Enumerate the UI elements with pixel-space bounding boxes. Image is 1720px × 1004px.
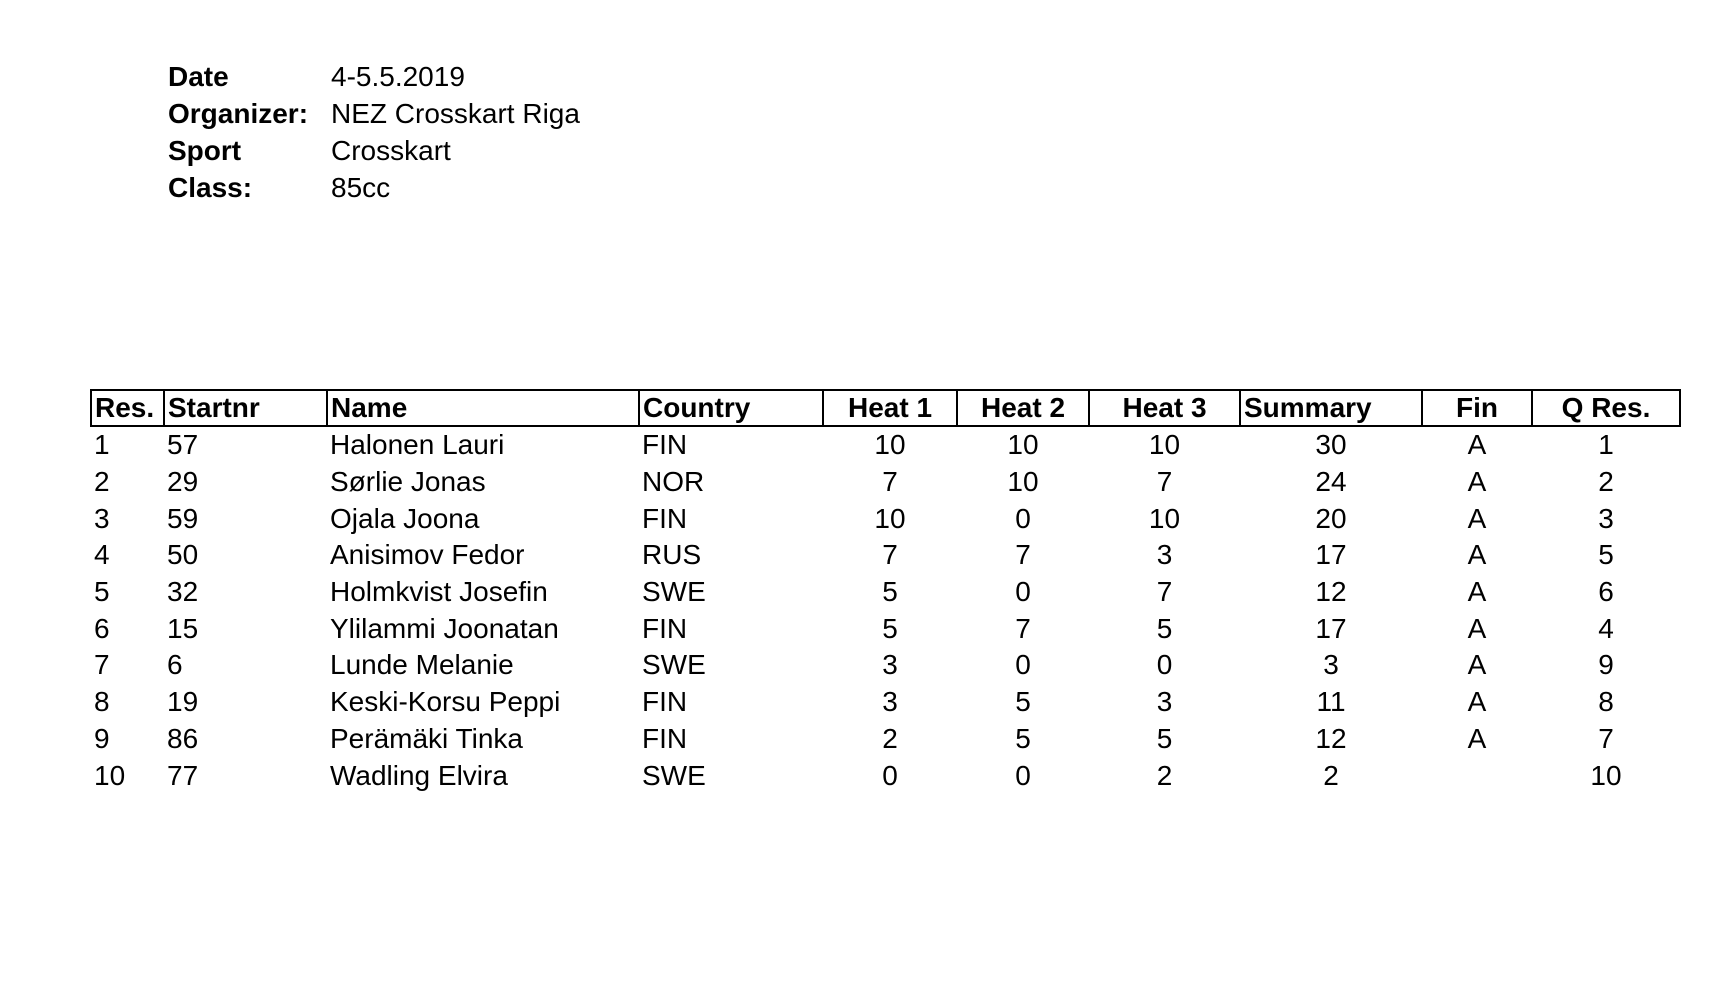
cell-name: Lunde Melanie xyxy=(330,649,514,681)
cell-fin: A xyxy=(1467,429,1487,461)
cell-heat-3: 10 xyxy=(1148,429,1181,461)
cell-res: 2 xyxy=(94,466,110,498)
cell-startnr: 59 xyxy=(167,502,199,534)
table-row xyxy=(91,757,1680,794)
cell-res: 7 xyxy=(94,649,110,681)
header-row xyxy=(91,390,1680,426)
class-label: Class: xyxy=(168,172,253,203)
cell-country: FIN xyxy=(642,612,688,644)
cell-heat-2: 5 xyxy=(1015,686,1031,718)
cell-q-res: 5 xyxy=(1598,539,1614,571)
cell-startnr: 15 xyxy=(167,612,199,644)
cell-country: FIN xyxy=(642,722,688,754)
table-row xyxy=(91,647,1680,684)
cell-fin: A xyxy=(1467,466,1487,498)
cell-heat-3: 5 xyxy=(1156,722,1173,754)
header-startnr: Startnr xyxy=(164,390,327,426)
cell-summary: 2 xyxy=(1323,759,1339,791)
cell-name: Ojala Joona xyxy=(330,502,480,534)
cell-res: 9 xyxy=(94,722,110,754)
cell-country: FIN xyxy=(642,686,688,718)
cell-heat-1: 5 xyxy=(882,612,898,644)
cell-heat-1: 2 xyxy=(882,722,898,754)
cell-startnr: 86 xyxy=(167,722,199,754)
cell-startnr: 32 xyxy=(167,576,199,608)
cell-summary: 12 xyxy=(1315,576,1347,608)
cell-name: Ylilammi Joonatan xyxy=(330,612,559,644)
cell-summary: 24 xyxy=(1315,466,1347,498)
date-label: Date xyxy=(168,61,229,92)
cell-heat-1: 10 xyxy=(874,502,906,534)
cell-heat-3: 5 xyxy=(1156,612,1173,644)
cell-heat-2: 0 xyxy=(1015,649,1031,681)
date-value: 4-5.5.2019 xyxy=(331,61,465,92)
cell-heat-2: 7 xyxy=(1015,612,1031,644)
cell-summary: 20 xyxy=(1315,502,1347,534)
cell-q-res: 6 xyxy=(1598,576,1614,608)
cell-name: Wadling Elvira xyxy=(330,759,508,791)
cell-q-res: 7 xyxy=(1598,722,1614,754)
cell-q-res: 3 xyxy=(1598,502,1614,534)
cell-heat-2: 0 xyxy=(1015,759,1031,791)
cell-res: 10 xyxy=(94,759,126,791)
header-fin: Fin xyxy=(1422,390,1532,426)
cell-startnr: 19 xyxy=(167,686,199,718)
table-row xyxy=(91,721,1680,758)
organizer-row xyxy=(168,95,580,132)
cell-name: Holmkvist Josefin xyxy=(330,576,548,608)
cell-heat-1: 7 xyxy=(882,466,898,498)
header-heat-2: Heat 2 xyxy=(957,390,1089,426)
cell-startnr: 50 xyxy=(167,539,199,571)
cell-heat-3: 2 xyxy=(1156,759,1173,791)
cell-name: Anisimov Fedor xyxy=(330,539,525,571)
cell-heat-3: 7 xyxy=(1156,576,1173,608)
cell-name: Perämäki Tinka xyxy=(330,722,523,754)
cell-country: NOR xyxy=(642,466,705,498)
cell-summary: 12 xyxy=(1315,722,1347,754)
cell-summary: 30 xyxy=(1315,429,1347,461)
table-row xyxy=(91,464,1680,501)
cell-heat-1: 0 xyxy=(882,759,898,791)
organizer-label: Organizer: xyxy=(168,98,309,129)
cell-fin: A xyxy=(1467,612,1487,644)
table-row xyxy=(91,537,1680,574)
cell-res: 4 xyxy=(94,539,110,571)
cell-heat-2: 7 xyxy=(1015,539,1031,571)
cell-heat-3: 3 xyxy=(1156,686,1173,718)
cell-startnr: 57 xyxy=(167,429,199,461)
sport-value: Crosskart xyxy=(331,135,451,166)
table-row xyxy=(91,684,1680,721)
cell-q-res: 2 xyxy=(1598,466,1614,498)
results-table xyxy=(90,389,1681,794)
results-header xyxy=(91,390,1680,426)
class-row xyxy=(168,169,580,206)
table-row xyxy=(91,574,1680,611)
cell-fin: A xyxy=(1467,722,1487,754)
cell-summary: 11 xyxy=(1316,686,1346,718)
cell-heat-2: 5 xyxy=(1015,722,1031,754)
cell-summary: 17 xyxy=(1315,539,1347,571)
cell-fin: A xyxy=(1467,686,1487,718)
cell-name: Halonen Lauri xyxy=(330,429,505,461)
cell-res: 3 xyxy=(94,502,110,534)
table-row xyxy=(91,426,1680,464)
cell-country: SWE xyxy=(642,649,706,681)
cell-fin: A xyxy=(1467,576,1487,608)
cell-startnr: 77 xyxy=(167,759,199,791)
cell-res: 8 xyxy=(94,686,110,718)
sport-label: Sport xyxy=(168,135,242,166)
header-heat-1: Heat 1 xyxy=(823,390,957,426)
table-row xyxy=(91,500,1680,537)
cell-heat-2: 0 xyxy=(1015,576,1031,608)
cell-country: FIN xyxy=(642,502,688,534)
cell-startnr: 6 xyxy=(167,649,183,681)
cell-heat-1: 10 xyxy=(874,429,906,461)
results-body xyxy=(91,426,1680,794)
cell-heat-1: 3 xyxy=(882,649,898,681)
cell-res: 5 xyxy=(94,576,110,608)
cell-country: RUS xyxy=(642,539,702,571)
cell-country: FIN xyxy=(642,429,688,461)
cell-heat-3: 0 xyxy=(1156,649,1173,681)
header-summary: Summary xyxy=(1240,390,1422,426)
cell-res: 6 xyxy=(94,612,110,644)
cell-heat-2: 10 xyxy=(1007,466,1039,498)
header-q-res: Q Res. xyxy=(1532,390,1680,426)
cell-fin xyxy=(1422,757,1532,794)
cell-fin: A xyxy=(1467,502,1487,534)
header-heat-3: Heat 3 xyxy=(1089,390,1240,426)
cell-heat-3: 10 xyxy=(1148,502,1181,534)
cell-heat-3: 7 xyxy=(1156,466,1173,498)
cell-q-res: 4 xyxy=(1598,612,1614,644)
cell-q-res: 9 xyxy=(1598,649,1614,681)
cell-heat-1: 3 xyxy=(882,686,898,718)
cell-heat-1: 5 xyxy=(882,576,898,608)
cell-summary: 3 xyxy=(1323,649,1339,681)
sport-row xyxy=(168,132,580,169)
cell-q-res: 10 xyxy=(1590,759,1622,791)
cell-name: Sørlie Jonas xyxy=(330,466,486,498)
cell-name: Keski-Korsu Peppi xyxy=(330,686,561,718)
table-row xyxy=(91,610,1680,647)
cell-heat-1: 7 xyxy=(882,539,898,571)
cell-heat-3: 3 xyxy=(1156,539,1173,571)
organizer-value: NEZ Crosskart Riga xyxy=(331,98,580,129)
event-info xyxy=(168,58,580,206)
cell-country: SWE xyxy=(642,759,706,791)
header-country: Country xyxy=(639,390,823,426)
date-row xyxy=(168,58,580,95)
cell-q-res: 8 xyxy=(1598,686,1614,718)
cell-q-res: 1 xyxy=(1598,429,1614,461)
cell-heat-2: 10 xyxy=(1007,429,1039,461)
cell-country: SWE xyxy=(642,576,706,608)
cell-fin: A xyxy=(1467,649,1487,681)
cell-startnr: 29 xyxy=(167,466,199,498)
cell-fin: A xyxy=(1467,539,1487,571)
header-name: Name xyxy=(327,390,639,426)
header-res: Res. xyxy=(91,390,164,426)
cell-res: 1 xyxy=(94,429,110,461)
class-value: 85cc xyxy=(331,172,391,203)
cell-summary: 17 xyxy=(1315,612,1347,644)
cell-heat-2: 0 xyxy=(1015,502,1031,534)
